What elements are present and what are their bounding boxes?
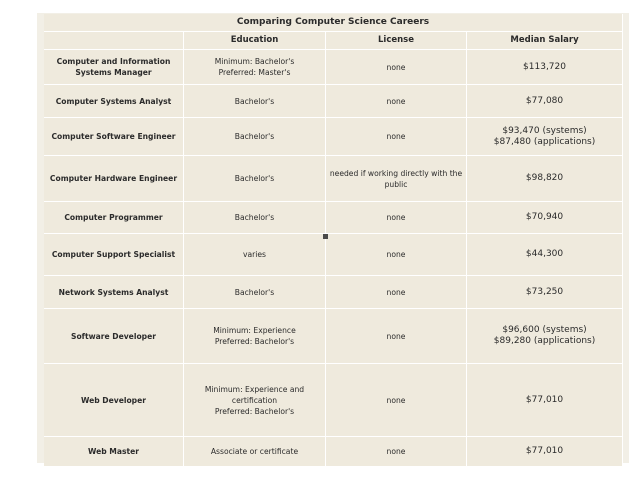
career-cell: Computer Systems Analyst xyxy=(44,85,184,118)
salary-cell: $93,470 (systems) $87,480 (applications) xyxy=(467,118,623,156)
education-cell: Bachelor's xyxy=(184,276,326,309)
salary-cell: $96,600 (systems) $89,280 (applications) xyxy=(467,309,623,364)
education-cell: varies xyxy=(184,234,326,276)
table-row xyxy=(44,309,623,364)
career-cell: Web Developer xyxy=(44,364,184,437)
license-cell: none xyxy=(326,234,467,276)
salary-column-header: Median Salary xyxy=(467,32,623,50)
license-cell: none xyxy=(326,202,467,234)
license-cell: none xyxy=(326,364,467,437)
salary-cell: $44,300 xyxy=(467,234,623,276)
career-cell: Web Master xyxy=(44,437,184,467)
table-row xyxy=(44,85,623,118)
career-cell: Computer Support Specialist xyxy=(44,234,184,276)
education-cell: Bachelor's xyxy=(184,85,326,118)
table-row xyxy=(44,118,623,156)
education-cell: Minimum: Experience and certification Preferred: Bachelor's xyxy=(184,364,326,437)
table-row xyxy=(44,202,623,234)
career-column-header xyxy=(44,32,184,50)
table-row xyxy=(44,156,623,202)
table-row xyxy=(44,234,623,276)
salary-cell: $77,080 xyxy=(467,85,623,118)
salary-cell: $98,820 xyxy=(467,156,623,202)
salary-cell: $77,010 xyxy=(467,437,623,467)
career-cell: Software Developer xyxy=(44,309,184,364)
careers-table xyxy=(44,14,623,467)
salary-cell: $77,010 xyxy=(467,364,623,437)
education-cell: Associate or certificate xyxy=(184,437,326,467)
license-cell: none xyxy=(326,50,467,85)
license-cell: none xyxy=(326,437,467,467)
career-cell: Computer Software Engineer xyxy=(44,118,184,156)
license-column-header: License xyxy=(326,32,467,50)
education-cell: Bachelor's xyxy=(184,202,326,234)
education-cell: Minimum: Bachelor's Preferred: Master's xyxy=(184,50,326,85)
career-cell: Network Systems Analyst xyxy=(44,276,184,309)
education-cell: Bachelor's xyxy=(184,118,326,156)
license-cell: none xyxy=(326,85,467,118)
education-cell: Minimum: Experience Preferred: Bachelor's xyxy=(184,309,326,364)
education-cell: Bachelor's xyxy=(184,156,326,202)
bullet-marker xyxy=(323,234,328,239)
salary-cell: $113,720 xyxy=(467,50,623,85)
career-cell: Computer Hardware Engineer xyxy=(44,156,184,202)
license-cell: none xyxy=(326,118,467,156)
table-row xyxy=(44,50,623,85)
education-column-header: Education xyxy=(184,32,326,50)
table-row xyxy=(44,276,623,309)
salary-cell: $73,250 xyxy=(467,276,623,309)
career-cell: Computer Programmer xyxy=(44,202,184,234)
license-cell: needed if working directly with the public xyxy=(326,156,467,202)
license-cell: none xyxy=(326,276,467,309)
license-cell: none xyxy=(326,309,467,364)
career-cell: Computer and Information Systems Manager xyxy=(44,50,184,85)
table-row xyxy=(44,437,623,467)
table-row xyxy=(44,364,623,437)
table-title: Comparing Computer Science Careers xyxy=(44,14,623,32)
salary-cell: $70,940 xyxy=(467,202,623,234)
